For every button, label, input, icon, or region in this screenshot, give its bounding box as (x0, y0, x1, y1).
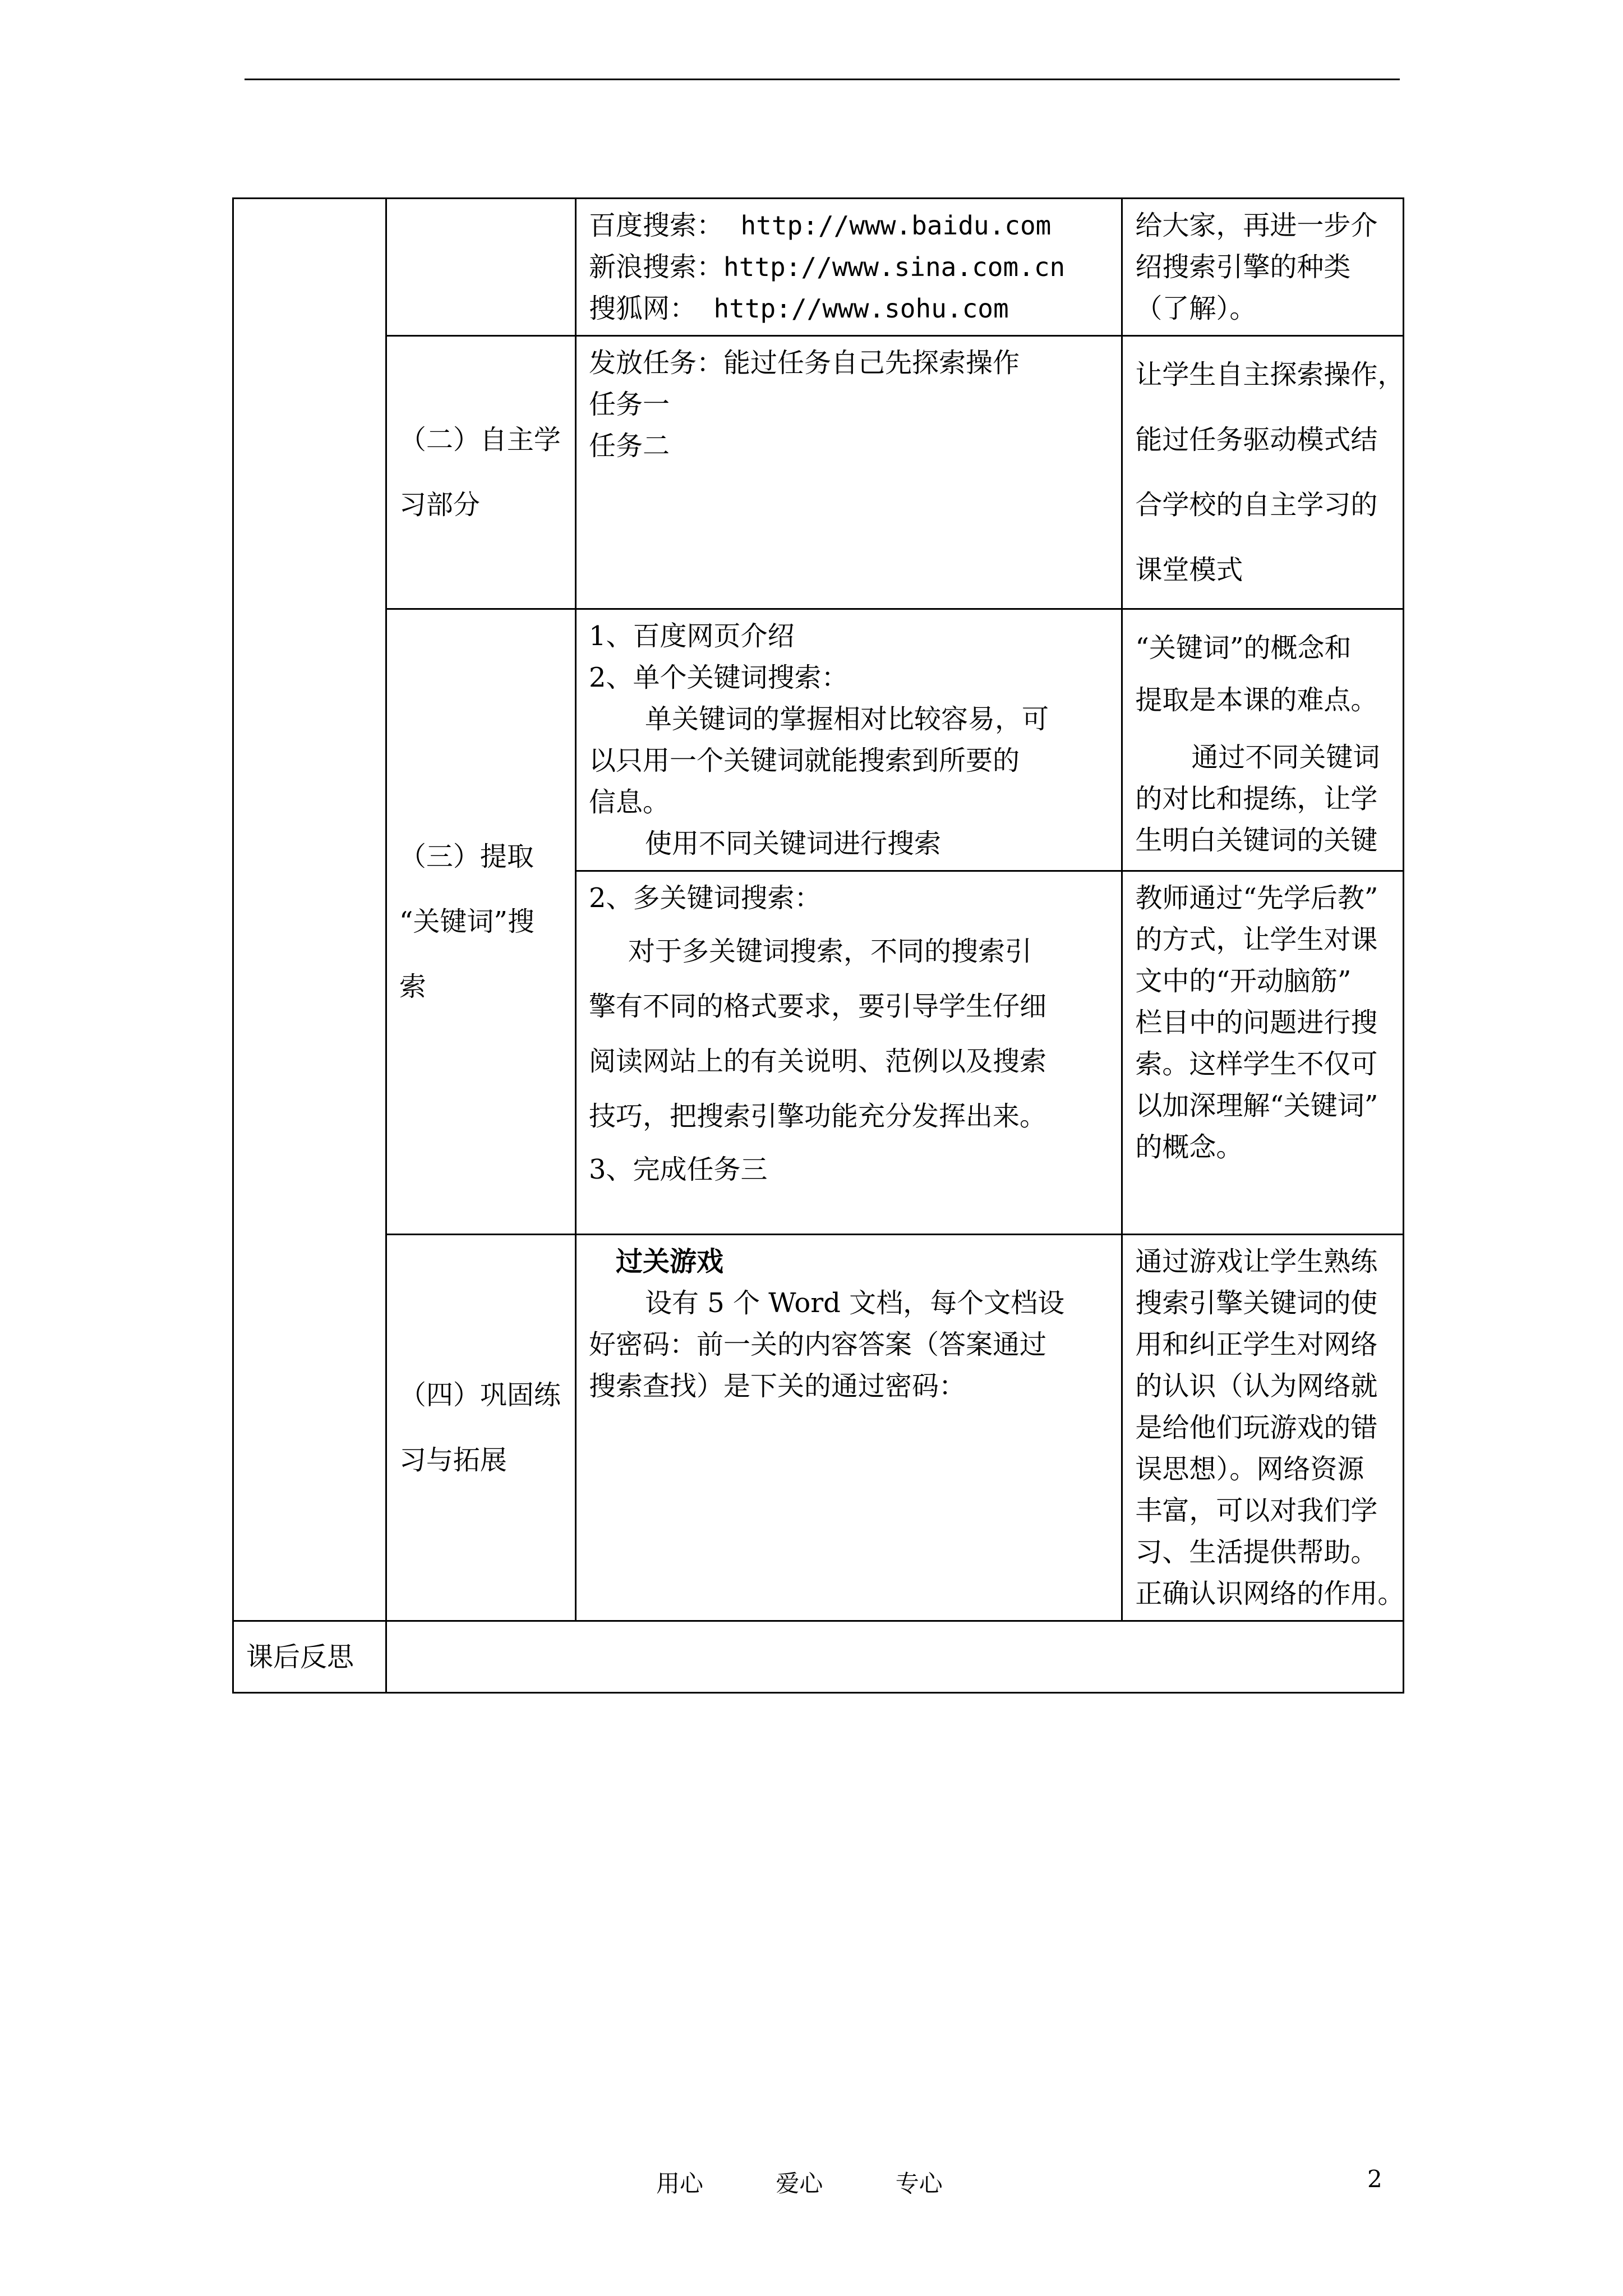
reflection-label: 课后反思 (246, 1641, 354, 1673)
note-line: “关键词”的概念和 (1135, 632, 1352, 664)
footer-mottos (656, 2165, 1008, 2199)
reflection-value-cell[interactable] (386, 1621, 1403, 1693)
reflection-label-cell (233, 1621, 386, 1693)
content-line: 信息。 (588, 786, 670, 818)
content-line: 以只用一个关键词就能搜索到所要的 (588, 745, 1020, 776)
note-line: 教师通过“先学后教” (1135, 882, 1378, 914)
section-title-cell (386, 336, 575, 609)
page-number: 2 (1367, 2165, 1382, 2193)
note-line: 索。这样学生不仅可 (1135, 1048, 1378, 1080)
lesson-plan-table (232, 197, 1404, 1694)
footer-motto: 爱心 (776, 2170, 823, 2197)
section-title-line: （三）提取 (399, 841, 534, 872)
content-line: 1、百度网页介绍 (588, 620, 795, 652)
note-line: 的概念。 (1135, 1131, 1243, 1163)
content-cell (575, 336, 1122, 609)
content-cell (575, 871, 1122, 1235)
section-title-line: （四）巩固练 (399, 1379, 561, 1411)
section-title-cell-empty (386, 199, 575, 336)
content-line: 2、多关键词搜索： (588, 882, 822, 914)
link-url[interactable]: http://www.sina.com.cn (723, 252, 1066, 282)
table-row-section2 (233, 336, 1404, 609)
note-line: 通过不同关键词 (1191, 742, 1380, 773)
content-line: 好密码：前一关的内容答案（答案通过 (588, 1329, 1046, 1360)
header-rule (245, 79, 1400, 80)
note-line: 搜索引擎关键词的使 (1135, 1287, 1378, 1319)
section-title-line: （二）自主学 (399, 424, 561, 455)
link-url[interactable]: http://www.sohu.com (713, 293, 1009, 324)
note-cell (1122, 1235, 1404, 1621)
link-row-sina: 新浪搜索：http://www.sina.com.cn (588, 251, 1066, 283)
note-line: 能过任务驱动模式结 (1135, 424, 1378, 455)
note-cell (1122, 609, 1404, 871)
section-title-line: 习与拓展 (399, 1444, 507, 1476)
link-row-baidu: 百度搜索： http://www.baidu.com (588, 210, 1052, 241)
content-line: 技巧，把搜索引擎功能充分发挥出来。 (588, 1101, 1046, 1132)
content-line: 任务一 (588, 389, 670, 420)
note-line: 生明白关键词的关键 (1135, 825, 1378, 856)
section-title-line: 习部分 (399, 489, 480, 521)
page-footer (0, 2165, 1623, 2205)
note-line: 绍搜索引擎的种类 (1135, 251, 1351, 283)
note-line: 提取是本课的难点。 (1135, 684, 1378, 716)
links-cell (575, 199, 1122, 336)
stage-column-cell (233, 199, 386, 1621)
note-line: 栏目中的问题进行搜 (1135, 1007, 1378, 1038)
table-row-links (233, 199, 1404, 336)
links-note-cell (1122, 199, 1404, 336)
content-line: 搜索查找）是下关的通过密码： (588, 1370, 966, 1402)
note-line: （了解）。 (1135, 293, 1257, 324)
note-line: 的对比和提练，让学 (1135, 783, 1378, 815)
note-line: 通过游戏让学生熟练 (1135, 1246, 1378, 1277)
note-line: 的认识（认为网络就 (1135, 1370, 1378, 1402)
table-row-section3a (233, 609, 1404, 871)
content-line: 任务二 (588, 430, 670, 462)
section-heading: 过关游戏 (615, 1246, 723, 1277)
note-line: 以加深理解“关键词” (1135, 1090, 1378, 1121)
note-cell (1122, 871, 1404, 1235)
note-line: 合学校的自主学习的 (1135, 489, 1378, 521)
section-title-line: “关键词”搜 (399, 906, 534, 937)
note-line: 正确认识网络的作用。 (1135, 1578, 1405, 1609)
note-line: 丰富，可以对我们学 (1135, 1495, 1378, 1526)
note-line: 给大家，再进一步介 (1135, 210, 1378, 241)
note-line: 文中的“开动脑筋” (1135, 965, 1352, 997)
note-line: 课堂模式 (1135, 554, 1243, 586)
footer-motto: 用心 (656, 2170, 704, 2197)
content-line: 擎有不同的格式要求，要引导学生仔细 (588, 991, 1046, 1022)
note-line: 误思想）。网络资源 (1135, 1453, 1364, 1485)
content-line: 使用不同关键词进行搜索 (644, 828, 941, 859)
content-line: 设有 5 个 Word 文档，每个文档设 (644, 1287, 1065, 1319)
footer-motto: 专心 (895, 2170, 943, 2197)
content-cell (575, 609, 1122, 871)
content-line: 阅读网站上的有关说明、范例以及搜索 (588, 1046, 1046, 1077)
note-line: 让学生自主探索操作， (1135, 359, 1405, 390)
note-cell (1122, 336, 1404, 609)
link-row-sohu: 搜狐网： http://www.sohu.com (588, 293, 1009, 324)
content-line: 单关键词的掌握相对比较容易，可 (644, 703, 1049, 735)
table-row-reflection (233, 1621, 1404, 1693)
section-title-cell (386, 609, 575, 1235)
section-title-line: 索 (399, 971, 426, 1002)
content-line: 对于多关键词搜索，不同的搜索引 (628, 936, 1032, 967)
content-cell (575, 1235, 1122, 1621)
section-title-cell (386, 1235, 575, 1621)
content-line: 2、单个关键词搜索： (588, 662, 849, 693)
note-line: 是给他们玩游戏的错 (1135, 1412, 1378, 1443)
note-line: 习、生活提供帮助。 (1135, 1536, 1378, 1568)
note-line: 用和纠正学生对网络 (1135, 1329, 1378, 1360)
table-row-section4 (233, 1235, 1404, 1621)
content-line: 发放任务：能过任务自己先探索操作 (588, 347, 1020, 379)
content-line: 3、完成任务三 (588, 1154, 768, 1185)
link-url[interactable]: http://www.baidu.com (740, 210, 1052, 241)
note-line: 的方式，让学生对课 (1135, 924, 1378, 955)
